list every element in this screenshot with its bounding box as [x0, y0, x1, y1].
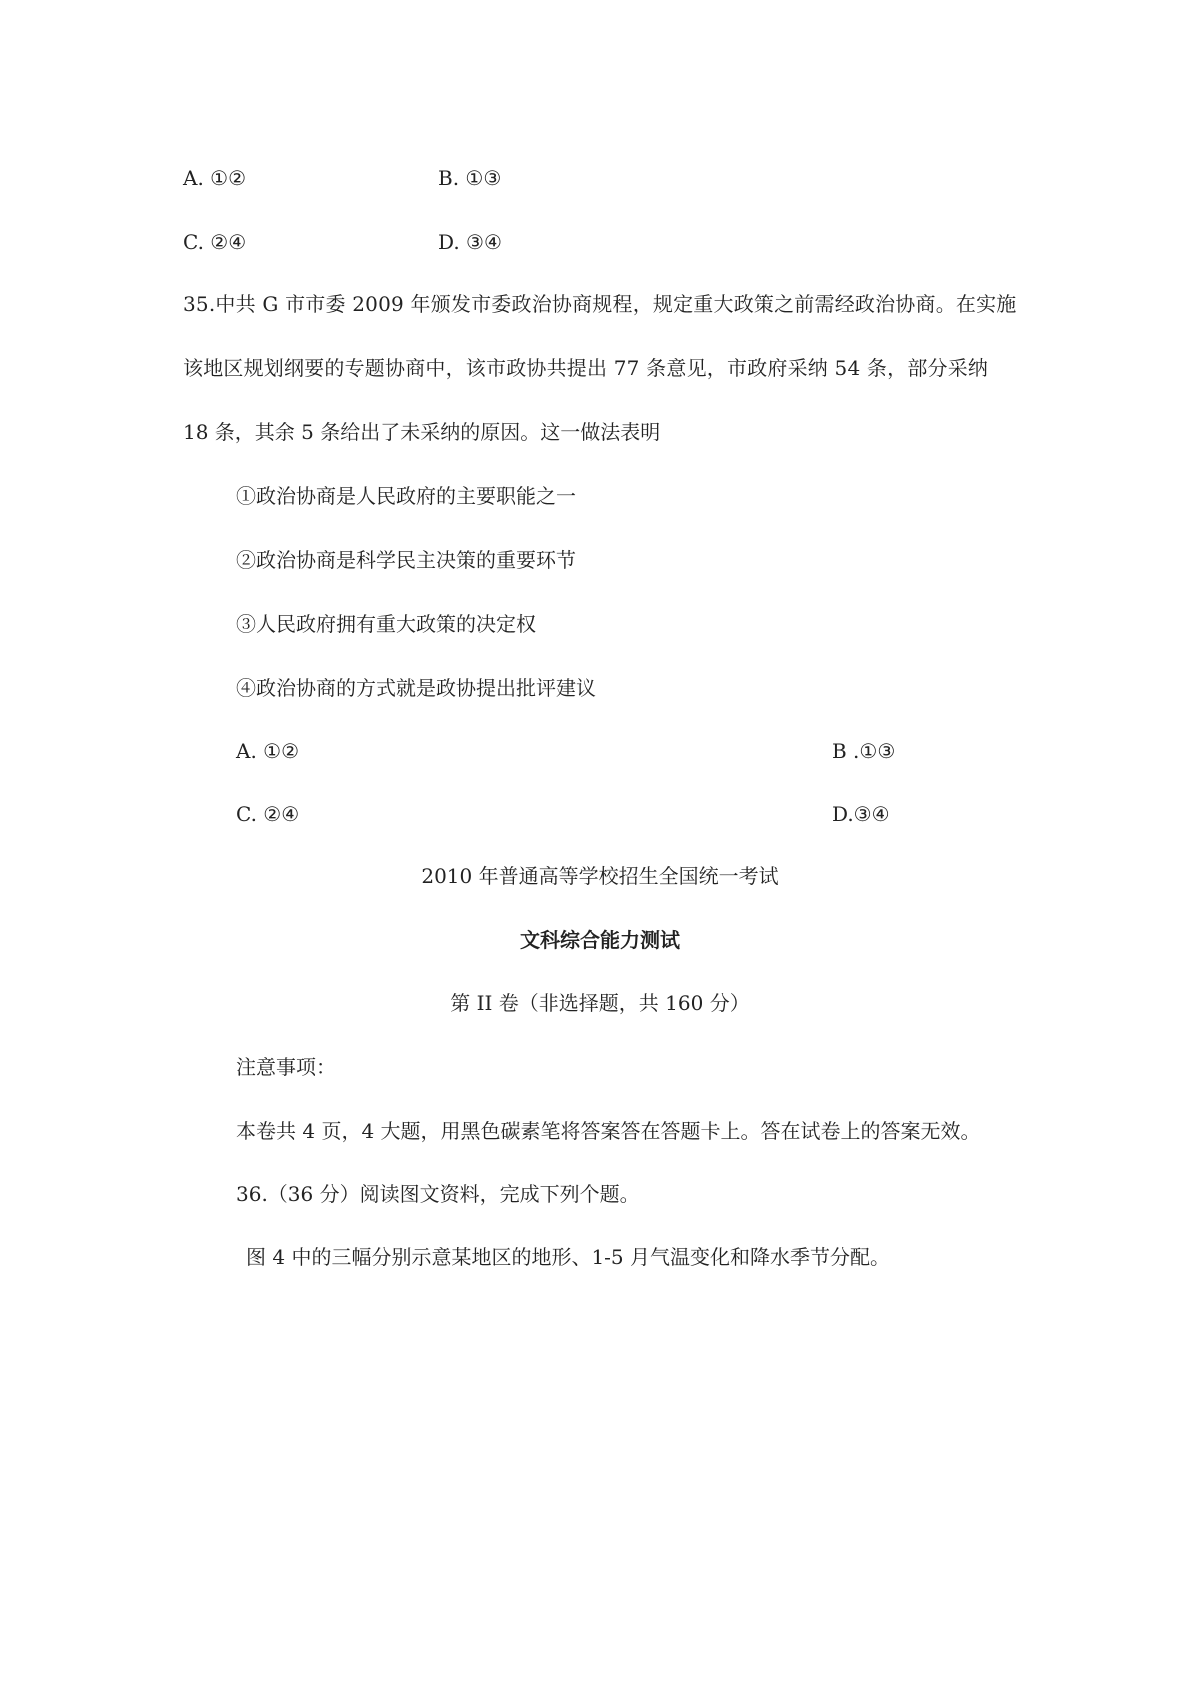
- q35-stem-line-2: 该地区规划纲要的专题协商中，该市政协共提出 77 条意见，市政府采纳 54 条，部分采纳: [183, 356, 989, 380]
- q35-option-c: C. ②④: [236, 802, 300, 826]
- q36-stem: 36.（36 分）阅读图文资料，完成下列个题。: [236, 1182, 640, 1206]
- prev-option-b: B. ①③: [438, 166, 502, 190]
- exam-title: 2010 年普通高等学校招生全国统一考试: [421, 864, 779, 888]
- prev-option-d: D. ③④: [438, 230, 502, 254]
- q36-figure-description: 图 4 中的三幅分别示意某地区的地形、1-5 月气温变化和降水季节分配。: [246, 1245, 891, 1269]
- notice-text: 本卷共 4 页，4 大题，用黑色碳素笔将答案答在答题卡上。答在试卷上的答案无效。: [236, 1119, 981, 1143]
- q35-item-2: ②政治协商是科学民主决策的重要环节: [236, 548, 576, 572]
- volume-title: 第 II 卷（非选择题，共 160 分）: [450, 991, 750, 1015]
- q35-option-d: D.③④: [832, 802, 890, 826]
- q35-item-4: ④政治协商的方式就是政协提出批评建议: [236, 676, 596, 700]
- q35-option-b: B .①③: [832, 739, 896, 763]
- q35-stem-line-3: 18 条，其余 5 条给出了未采纳的原因。这一做法表明: [183, 420, 661, 444]
- prev-option-c: C. ②④: [183, 230, 247, 254]
- q35-item-1: ①政治协商是人民政府的主要职能之一: [236, 484, 576, 508]
- q35-item-3: ③人民政府拥有重大政策的决定权: [236, 612, 536, 636]
- q35-option-a: A. ①②: [236, 739, 300, 763]
- q35-stem-line-1: 35.中共 G 市市委 2009 年颁发市委政治协商规程，规定重大政策之前需经政治协商。在实施: [183, 292, 1017, 316]
- subject-title: 文科综合能力测试: [520, 928, 680, 952]
- notice-label: 注意事项：: [236, 1055, 336, 1079]
- prev-option-a: A. ①②: [183, 166, 247, 190]
